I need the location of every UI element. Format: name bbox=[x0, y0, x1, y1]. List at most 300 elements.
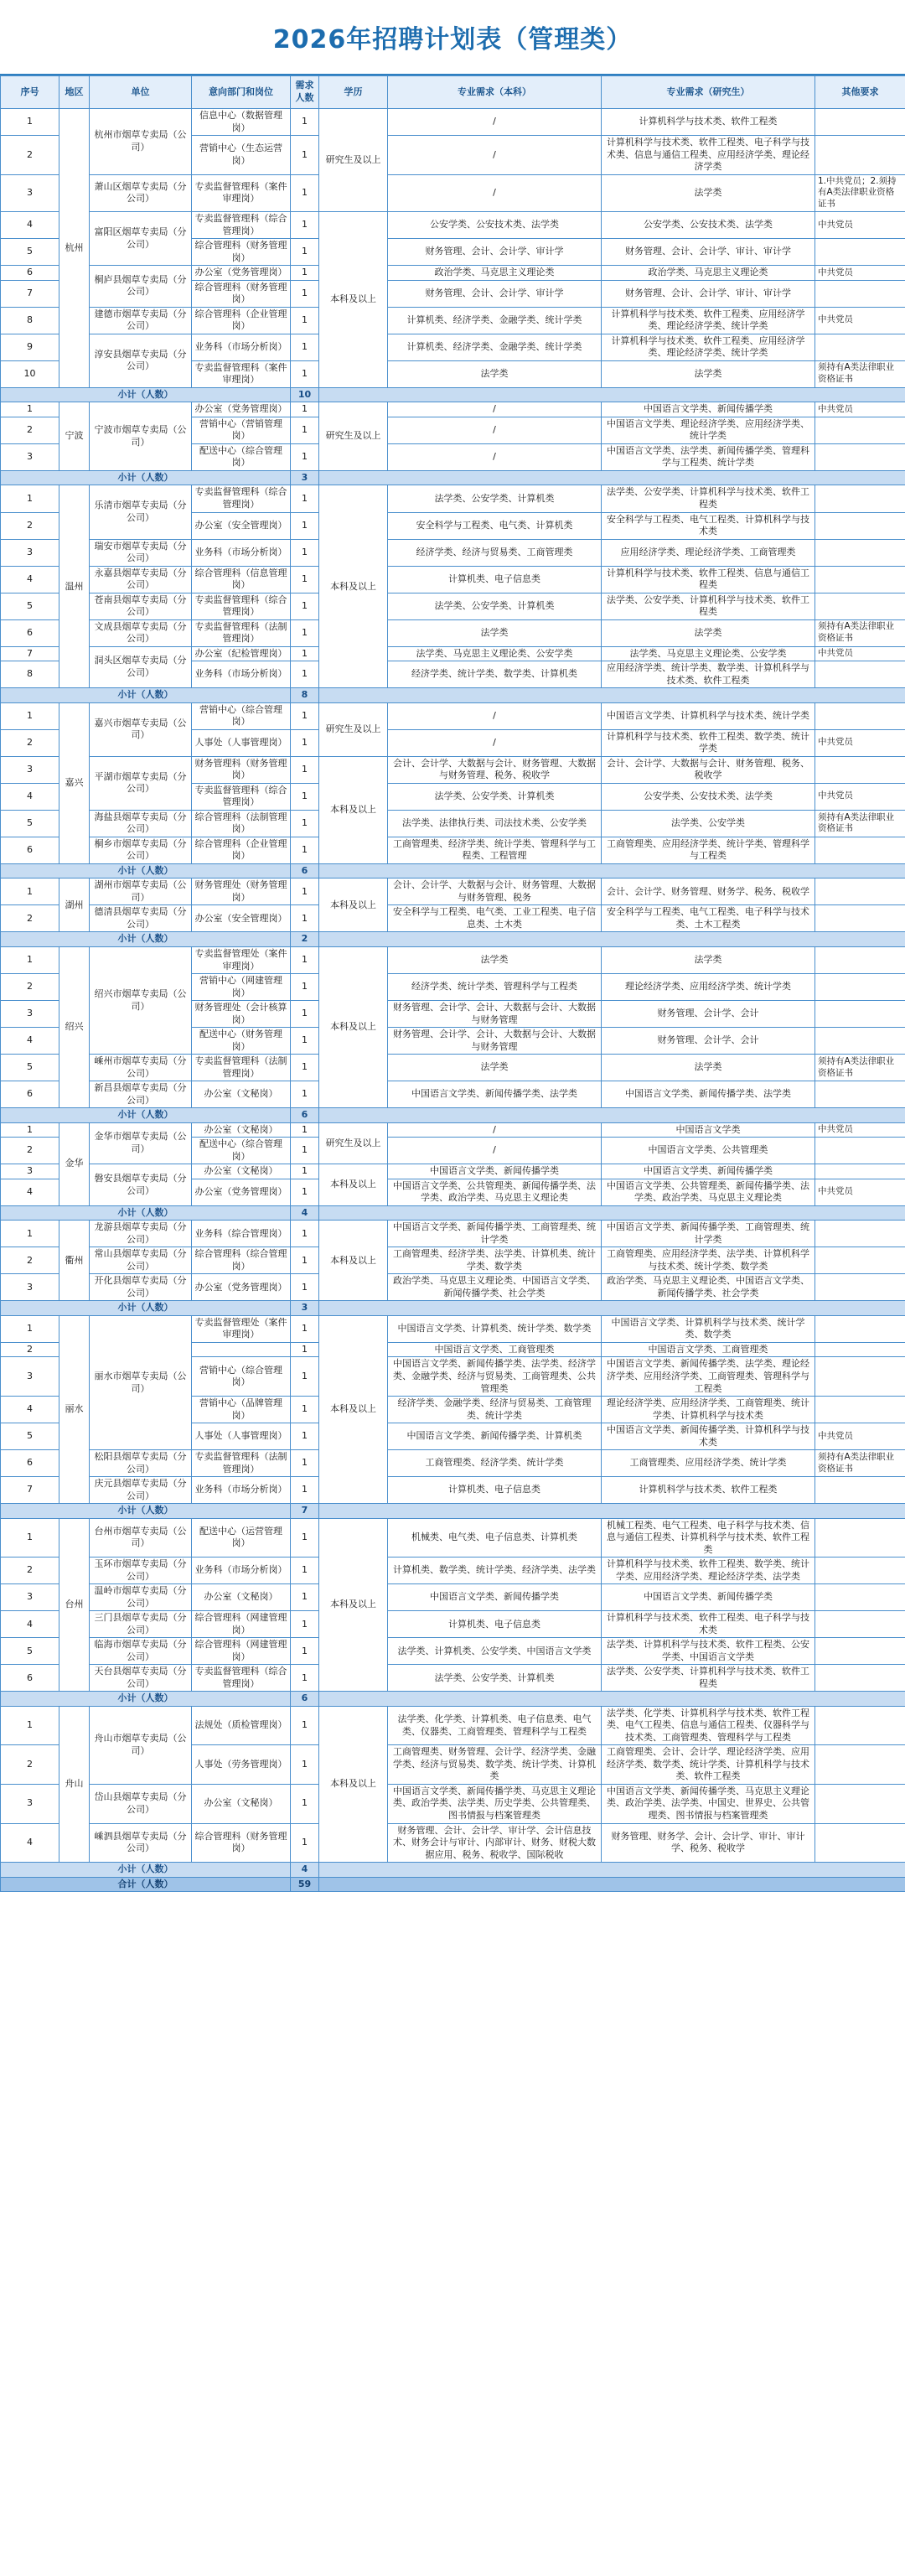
subtotal-value: 6 bbox=[291, 863, 319, 879]
dept-cell: 财务管理处（会计核算岗） bbox=[192, 1001, 291, 1028]
dept-cell: 专卖监督管理科（综合管理岗） bbox=[192, 593, 291, 619]
unit-cell: 玉环市烟草专卖局（分公司） bbox=[90, 1558, 192, 1584]
subtotal-value: 4 bbox=[291, 1205, 319, 1221]
region-cell: 衢州 bbox=[59, 1221, 90, 1301]
row-number: 6 bbox=[1, 619, 59, 646]
count-cell: 1 bbox=[291, 974, 319, 1001]
subtotal-blank bbox=[319, 1692, 905, 1707]
dept-cell: 业务科（综合管理岗） bbox=[192, 1221, 291, 1247]
major-undergrad-cell: / bbox=[388, 109, 602, 136]
count-cell: 1 bbox=[291, 1357, 319, 1397]
dept-cell: 人事处（人事管理岗） bbox=[192, 729, 291, 756]
subtotal-blank bbox=[319, 1504, 905, 1519]
unit-cell: 磐安县烟草专卖局（分公司） bbox=[90, 1164, 192, 1206]
dept-cell bbox=[192, 1342, 291, 1357]
row-number: 2 bbox=[1, 974, 59, 1001]
count-cell: 1 bbox=[291, 512, 319, 539]
subtotal-label: 小计（人数） bbox=[1, 863, 291, 879]
major-undergrad-cell: / bbox=[388, 402, 602, 417]
other-requirement-cell bbox=[815, 1823, 905, 1863]
dept-cell: 综合管理科（财务管理岗） bbox=[192, 239, 291, 266]
major-undergrad-cell: 经济学类、金融学类、经济与贸易类、工商管理类、统计学类 bbox=[388, 1397, 602, 1423]
major-undergrad-cell: 法学类 bbox=[388, 1055, 602, 1081]
major-undergrad-cell: 计算机类、数学类、统计学类、经济学类、法学类 bbox=[388, 1558, 602, 1584]
subtotal-row bbox=[1, 1108, 905, 1123]
major-undergrad-cell: 法学类、计算机类、公安学类、中国语言文学类 bbox=[388, 1638, 602, 1665]
major-undergrad-cell: 政治学类、马克思主义理论类、中国语言文学类、新闻传播学类、社会学类 bbox=[388, 1274, 602, 1301]
education-cell: 本科及以上 bbox=[319, 485, 388, 688]
major-grad-cell: 计算机科学与技术类、软件工程类、电子科学与技术类、信息与通信工程类、应用经济学类、理论经济学类 bbox=[602, 136, 815, 175]
count-cell: 1 bbox=[291, 1164, 319, 1179]
subtotal-row bbox=[1, 863, 905, 879]
unit-cell: 金华市烟草专卖局（公司） bbox=[90, 1122, 192, 1164]
dept-cell: 专卖监督管理科（综合管理岗） bbox=[192, 783, 291, 810]
dept-cell: 办公室（党务管理岗） bbox=[192, 266, 291, 281]
major-undergrad-cell: 法学类、公安学类、计算机类 bbox=[388, 1665, 602, 1692]
dept-cell: 配送中心（综合管理岗） bbox=[192, 443, 291, 470]
count-cell: 1 bbox=[291, 1450, 319, 1477]
count-cell: 1 bbox=[291, 1584, 319, 1611]
dept-cell: 办公室（党务管理岗） bbox=[192, 1179, 291, 1205]
major-undergrad-cell: 中国语言文学类、计算机类、统计学类、数学类 bbox=[388, 1315, 602, 1342]
other-requirement-cell: 中共党员 bbox=[815, 1179, 905, 1205]
unit-cell: 温岭市烟草专卖局（分公司） bbox=[90, 1584, 192, 1611]
dept-cell: 配送中心（运营管理岗） bbox=[192, 1518, 291, 1558]
row-number: 1 bbox=[1, 1122, 59, 1138]
major-undergrad-cell: / bbox=[388, 443, 602, 470]
major-grad-cell: 中国语言文学类、公共管理类 bbox=[602, 1138, 815, 1164]
other-requirement-cell bbox=[815, 136, 905, 175]
major-undergrad-cell: 经济学类、经济与贸易类、工商管理类 bbox=[388, 539, 602, 566]
subtotal-label: 小计（人数） bbox=[1, 1301, 291, 1316]
subtotal-value: 4 bbox=[291, 1863, 319, 1878]
col-header-major-grad: 专业需求（研究生） bbox=[602, 76, 815, 109]
subtotal-value: 3 bbox=[291, 1301, 319, 1316]
major-undergrad-cell: 会计、会计学、大数据与会计、财务管理、大数据与财务管理、税务 bbox=[388, 879, 602, 905]
count-cell: 1 bbox=[291, 905, 319, 932]
unit-cell: 瑞安市烟草专卖局（分公司） bbox=[90, 539, 192, 566]
row-number: 5 bbox=[1, 810, 59, 837]
table-row bbox=[1, 947, 905, 974]
education-cell: 本科及以上 bbox=[319, 212, 388, 388]
unit-cell: 湖州市烟草专卖局（公司） bbox=[90, 879, 192, 905]
unit-cell: 德清县烟草专卖局（分公司） bbox=[90, 905, 192, 932]
other-requirement-cell bbox=[815, 1706, 905, 1745]
col-header-major-undergrad: 专业需求（本科） bbox=[388, 76, 602, 109]
subtotal-label: 小计（人数） bbox=[1, 1863, 291, 1878]
dept-cell: 综合管理科（企业管理岗） bbox=[192, 837, 291, 863]
col-header-region: 地区 bbox=[59, 76, 90, 109]
unit-cell: 海盐县烟草专卖局（分公司） bbox=[90, 810, 192, 837]
subtotal-label: 小计（人数） bbox=[1, 1108, 291, 1123]
major-grad-cell: 公安学类、公安技术类、法学类 bbox=[602, 783, 815, 810]
dept-cell: 办公室（文秘岗） bbox=[192, 1164, 291, 1179]
major-grad-cell: 法学类、马克思主义理论类、公安学类 bbox=[602, 646, 815, 661]
table-row bbox=[1, 593, 905, 619]
other-requirement-cell bbox=[815, 974, 905, 1001]
count-cell: 1 bbox=[291, 1055, 319, 1081]
unit-cell: 杭州市烟草专卖局（公司） bbox=[90, 109, 192, 175]
row-number: 5 bbox=[1, 239, 59, 266]
table-row bbox=[1, 646, 905, 661]
row-number: 5 bbox=[1, 1423, 59, 1450]
row-number: 4 bbox=[1, 1611, 59, 1638]
row-number: 3 bbox=[1, 1784, 59, 1823]
major-undergrad-cell: 中国语言文学类、工商管理类 bbox=[388, 1342, 602, 1357]
education-cell: 本科及以上 bbox=[319, 1518, 388, 1692]
col-header-no: 序号 bbox=[1, 76, 59, 109]
total-row bbox=[1, 1877, 905, 1892]
subtotal-label: 小计（人数） bbox=[1, 1504, 291, 1519]
subtotal-label: 小计（人数） bbox=[1, 1692, 291, 1707]
education-cell: 研究生及以上 bbox=[319, 109, 388, 212]
dept-cell: 办公室（纪检管理岗） bbox=[192, 646, 291, 661]
education-cell: 研究生及以上 bbox=[319, 1122, 388, 1164]
dept-cell: 法规处（质检管理岗） bbox=[192, 1706, 291, 1745]
other-requirement-cell: 须持有A类法律职业资格证书 bbox=[815, 360, 905, 387]
other-requirement-cell: 中共党员 bbox=[815, 783, 905, 810]
unit-cell: 建德市烟草专卖局（分公司） bbox=[90, 307, 192, 334]
major-undergrad-cell: 安全科学与工程类、电气类、工业工程类、电子信息类、土木类 bbox=[388, 905, 602, 932]
unit-cell: 岱山县烟草专卖局（分公司） bbox=[90, 1784, 192, 1823]
dept-cell: 综合管理科（财务管理岗） bbox=[192, 1823, 291, 1863]
major-undergrad-cell: / bbox=[388, 702, 602, 729]
education-cell: 研究生及以上 bbox=[319, 702, 388, 756]
unit-cell: 富阳区烟草专卖局（分公司） bbox=[90, 212, 192, 266]
major-undergrad-cell: 工商管理类、经济学类、统计学类、管理科学与工程类、工程管理 bbox=[388, 837, 602, 863]
dept-cell: 专卖监督管理处（案件审理岗） bbox=[192, 947, 291, 974]
count-cell: 1 bbox=[291, 593, 319, 619]
other-requirement-cell: 须持有A类法律职业资格证书 bbox=[815, 810, 905, 837]
count-cell: 1 bbox=[291, 485, 319, 512]
other-requirement-cell bbox=[815, 109, 905, 136]
major-grad-cell: 中国语言文学类、计算机科学与技术类、统计学类 bbox=[602, 702, 815, 729]
dept-cell: 营销中心（营销管理岗） bbox=[192, 417, 291, 443]
major-grad-cell: 计算机科学与技术类、软件工程类 bbox=[602, 1477, 815, 1504]
other-requirement-cell: 中共党员 bbox=[815, 212, 905, 239]
other-requirement-cell bbox=[815, 879, 905, 905]
row-number: 3 bbox=[1, 1001, 59, 1028]
row-number: 1 bbox=[1, 109, 59, 136]
major-undergrad-cell: 法学类、化学类、计算机类、电子信息类、电气类、仪器类、工商管理类、管理科学与工程类 bbox=[388, 1706, 602, 1745]
row-number: 1 bbox=[1, 485, 59, 512]
row-number: 4 bbox=[1, 1823, 59, 1863]
other-requirement-cell bbox=[815, 1665, 905, 1692]
other-requirement-cell bbox=[815, 539, 905, 566]
unit-cell: 苍南县烟草专卖局（分公司） bbox=[90, 593, 192, 619]
row-number: 1 bbox=[1, 947, 59, 974]
other-requirement-cell: 中共党员 bbox=[815, 307, 905, 334]
major-undergrad-cell: 法学类、法律执行类、司法技术类、公安学类 bbox=[388, 810, 602, 837]
major-grad-cell: 工商管理类、应用经济学类、统计学类、管理科学与工程类 bbox=[602, 837, 815, 863]
major-grad-cell: 中国语言文学类 bbox=[602, 1122, 815, 1138]
count-cell: 1 bbox=[291, 1315, 319, 1342]
row-number: 2 bbox=[1, 1558, 59, 1584]
unit-cell: 宁波市烟草专卖局（公司） bbox=[90, 402, 192, 471]
subtotal-blank bbox=[319, 688, 905, 703]
major-grad-cell: 中国语言文学类、法学类、新闻传播学类、管理科学与工程类、统计学类 bbox=[602, 443, 815, 470]
row-number: 6 bbox=[1, 1450, 59, 1477]
dept-cell: 综合管理科（企业管理岗） bbox=[192, 307, 291, 334]
major-grad-cell: 中国语言文学类、理论经济学类、应用经济学类、统计学类 bbox=[602, 417, 815, 443]
major-grad-cell: 中国语言文学类、新闻传播学类 bbox=[602, 402, 815, 417]
dept-cell: 综合管理科（法制管理岗） bbox=[192, 810, 291, 837]
dept-cell: 营销中心（品牌管理岗） bbox=[192, 1397, 291, 1423]
subtotal-row bbox=[1, 387, 905, 402]
subtotal-blank bbox=[319, 1205, 905, 1221]
major-grad-cell: 机械工程类、电气工程类、电子科学与技术类、信息与通信工程类、计算机科学与技术类、软件工程类 bbox=[602, 1518, 815, 1558]
other-requirement-cell bbox=[815, 566, 905, 593]
dept-cell: 专卖监督管理科（综合管理岗） bbox=[192, 212, 291, 239]
major-undergrad-cell: 中国语言文学类、公共管理类、新闻传播学类、法学类、政治学类、马克思主义理论类 bbox=[388, 1179, 602, 1205]
dept-cell: 办公室（文秘岗） bbox=[192, 1122, 291, 1138]
subtotal-label: 小计（人数） bbox=[1, 470, 291, 485]
other-requirement-cell: 中共党员 bbox=[815, 402, 905, 417]
table-row bbox=[1, 566, 905, 593]
row-number: 4 bbox=[1, 566, 59, 593]
subtotal-row bbox=[1, 1692, 905, 1707]
major-grad-cell: 中国语言文学类、工商管理类 bbox=[602, 1342, 815, 1357]
count-cell: 1 bbox=[291, 646, 319, 661]
table-row bbox=[1, 1706, 905, 1745]
count-cell: 1 bbox=[291, 1611, 319, 1638]
unit-cell: 淳安县烟草专卖局（分公司） bbox=[90, 334, 192, 387]
row-number: 3 bbox=[1, 1164, 59, 1179]
major-grad-cell: 计算机科学与技术类、软件工程类、应用经济学类、理论经济学类、统计学类 bbox=[602, 334, 815, 360]
col-header-dept: 意向部门和岗位 bbox=[192, 76, 291, 109]
row-number: 2 bbox=[1, 1342, 59, 1357]
other-requirement-cell bbox=[815, 593, 905, 619]
major-undergrad-cell: 财务管理、会计、会计学、审计学 bbox=[388, 280, 602, 307]
row-number: 3 bbox=[1, 1357, 59, 1397]
row-number: 1 bbox=[1, 702, 59, 729]
region-cell: 台州 bbox=[59, 1518, 90, 1692]
major-grad-cell: 应用经济学类、理论经济学类、工商管理类 bbox=[602, 539, 815, 566]
major-undergrad-cell: 经济学类、统计学类、数学类、计算机类 bbox=[388, 661, 602, 688]
major-grad-cell: 法学类、公安学类、计算机科学与技术类、软件工程类 bbox=[602, 1665, 815, 1692]
table-row bbox=[1, 539, 905, 566]
major-grad-cell: 财务管理、会计、会计学、审计、审计学 bbox=[602, 280, 815, 307]
major-undergrad-cell: 经济学类、统计学类、管理科学与工程类 bbox=[388, 974, 602, 1001]
dept-cell: 综合管理科（网建管理岗） bbox=[192, 1611, 291, 1638]
subtotal-value: 10 bbox=[291, 387, 319, 402]
table-row bbox=[1, 1274, 905, 1301]
dept-cell: 专卖监督管理科（综合管理岗） bbox=[192, 485, 291, 512]
other-requirement-cell bbox=[815, 239, 905, 266]
table-row bbox=[1, 1584, 905, 1611]
major-grad-cell: 中国语言文学类、新闻传播学类、计算机科学与技术类 bbox=[602, 1423, 815, 1450]
major-undergrad-cell: 工商管理类、经济学类、法学类、计算机类、统计学类、数学类 bbox=[388, 1247, 602, 1274]
other-requirement-cell bbox=[815, 485, 905, 512]
major-grad-cell: 中国语言文学类、新闻传播学类、法学类 bbox=[602, 1081, 815, 1108]
major-undergrad-cell: 会计、会计学、大数据与会计、财务管理、大数据与财务管理、税务、税收学 bbox=[388, 756, 602, 783]
major-grad-cell: 中国语言文学类、新闻传播学类、工商管理类、统计学类 bbox=[602, 1221, 815, 1247]
row-number: 4 bbox=[1, 1397, 59, 1423]
other-requirement-cell bbox=[815, 1342, 905, 1357]
row-number: 5 bbox=[1, 593, 59, 619]
subtotal-row bbox=[1, 470, 905, 485]
other-requirement-cell bbox=[815, 1164, 905, 1179]
dept-cell: 营销中心（网建管理岗） bbox=[192, 974, 291, 1001]
table-row bbox=[1, 174, 905, 212]
subtotal-blank bbox=[319, 1863, 905, 1878]
other-requirement-cell bbox=[815, 1611, 905, 1638]
major-grad-cell: 财务管理、会计学、会计 bbox=[602, 1028, 815, 1055]
row-number: 2 bbox=[1, 729, 59, 756]
unit-cell: 嘉兴市烟草专卖局（公司） bbox=[90, 702, 192, 756]
other-requirement-cell bbox=[815, 905, 905, 932]
other-requirement-cell: 中共党员 bbox=[815, 646, 905, 661]
recruitment-table bbox=[0, 75, 905, 1892]
major-grad-cell: 法学类、公安学类、计算机科学与技术类、软件工程类 bbox=[602, 485, 815, 512]
major-grad-cell: 中国语言文学类、新闻传播学类 bbox=[602, 1164, 815, 1179]
count-cell: 1 bbox=[291, 402, 319, 417]
count-cell: 1 bbox=[291, 1081, 319, 1108]
major-undergrad-cell: 法学类、公安学类、计算机类 bbox=[388, 593, 602, 619]
dept-cell: 营销中心（生态运营岗） bbox=[192, 136, 291, 175]
other-requirement-cell bbox=[815, 1357, 905, 1397]
row-number: 2 bbox=[1, 1247, 59, 1274]
major-grad-cell: 法学类 bbox=[602, 947, 815, 974]
table-row bbox=[1, 1665, 905, 1692]
unit-cell: 绍兴市烟草专卖局（公司） bbox=[90, 947, 192, 1055]
major-grad-cell: 工商管理类、应用经济学类、统计学类 bbox=[602, 1450, 815, 1477]
subtotal-blank bbox=[319, 1301, 905, 1316]
table-row bbox=[1, 402, 905, 417]
row-number: 7 bbox=[1, 1477, 59, 1504]
table-row bbox=[1, 1477, 905, 1504]
major-undergrad-cell: 财务管理、会计、会计学、审计学 bbox=[388, 239, 602, 266]
table-row bbox=[1, 1122, 905, 1138]
major-undergrad-cell: 财务管理、会计、会计学、审计学、会计信息技术、财务会计与审计、内部审计、财务、财税大数据应用、税务、税收学、国际税收 bbox=[388, 1823, 602, 1863]
table-row bbox=[1, 1558, 905, 1584]
other-requirement-cell bbox=[815, 417, 905, 443]
count-cell: 1 bbox=[291, 1558, 319, 1584]
major-grad-cell: 中国语言文学类、新闻传播学类、马克思主义理论类、政治学类、法学类、中国史、世界史、公共管理类、图书情报与档案管理类 bbox=[602, 1784, 815, 1823]
major-undergrad-cell: 中国语言文学类、新闻传播学类、法学类 bbox=[388, 1081, 602, 1108]
row-number: 9 bbox=[1, 334, 59, 360]
row-number: 8 bbox=[1, 307, 59, 334]
dept-cell: 办公室（文秘岗） bbox=[192, 1784, 291, 1823]
other-requirement-cell: 中共党员 bbox=[815, 1122, 905, 1138]
major-undergrad-cell: / bbox=[388, 729, 602, 756]
other-requirement-cell bbox=[815, 1274, 905, 1301]
major-grad-cell: 政治学类、马克思主义理论类、中国语言文学类、新闻传播学类、社会学类 bbox=[602, 1274, 815, 1301]
major-undergrad-cell: 中国语言文学类、新闻传播学类 bbox=[388, 1584, 602, 1611]
major-undergrad-cell: 法学类、马克思主义理论类、公安学类 bbox=[388, 646, 602, 661]
unit-cell: 开化县烟草专卖局（分公司） bbox=[90, 1274, 192, 1301]
unit-cell: 乐清市烟草专卖局（分公司） bbox=[90, 485, 192, 539]
count-cell: 1 bbox=[291, 1423, 319, 1450]
other-requirement-cell: 须持有A类法律职业资格证书 bbox=[815, 619, 905, 646]
row-number: 3 bbox=[1, 443, 59, 470]
unit-cell: 舟山市烟草专卖局（公司） bbox=[90, 1706, 192, 1784]
dept-cell: 综合管理科（信息管理岗） bbox=[192, 566, 291, 593]
count-cell: 1 bbox=[291, 1638, 319, 1665]
other-requirement-cell bbox=[815, 280, 905, 307]
count-cell: 1 bbox=[291, 212, 319, 239]
major-undergrad-cell: 中国语言文学类、新闻传播学类、工商管理类、统计学类 bbox=[388, 1221, 602, 1247]
major-undergrad-cell: 财务管理、会计学、会计、大数据与会计、大数据与财务管理 bbox=[388, 1028, 602, 1055]
major-undergrad-cell: / bbox=[388, 1138, 602, 1164]
major-grad-cell: 工商管理类、会计、会计学、理论经济学类、应用经济学类、数学类、统计学类、计算机科学与技术类、软件工程类 bbox=[602, 1745, 815, 1785]
major-undergrad-cell: 中国语言文学类、新闻传播学类 bbox=[388, 1164, 602, 1179]
dept-cell: 业务科（市场分析岗） bbox=[192, 1558, 291, 1584]
other-requirement-cell bbox=[815, 947, 905, 974]
row-number: 1 bbox=[1, 402, 59, 417]
unit-cell: 庆元县烟草专卖局（分公司） bbox=[90, 1477, 192, 1504]
table-row bbox=[1, 109, 905, 136]
table-body bbox=[1, 109, 905, 1878]
table-row bbox=[1, 212, 905, 239]
major-undergrad-cell: / bbox=[388, 174, 602, 212]
major-undergrad-cell: 财务管理、会计学、会计、大数据与会计、大数据与财务管理 bbox=[388, 1001, 602, 1028]
unit-cell: 文成县烟草专卖局（分公司） bbox=[90, 619, 192, 646]
dept-cell: 人事处（人事管理岗） bbox=[192, 1423, 291, 1450]
count-cell: 1 bbox=[291, 783, 319, 810]
count-cell: 1 bbox=[291, 1028, 319, 1055]
dept-cell: 办公室（文秘岗） bbox=[192, 1584, 291, 1611]
col-header-unit: 单位 bbox=[90, 76, 192, 109]
subtotal-row bbox=[1, 1301, 905, 1316]
row-number: 7 bbox=[1, 280, 59, 307]
other-requirement-cell: 1.中共党员；2.须持有A类法律职业资格证书 bbox=[815, 174, 905, 212]
subtotal-value: 8 bbox=[291, 688, 319, 703]
table-row bbox=[1, 1784, 905, 1823]
education-cell: 研究生及以上 bbox=[319, 402, 388, 471]
count-cell: 1 bbox=[291, 1518, 319, 1558]
major-grad-cell: 法学类、计算机科学与技术类、软件工程类、公安学类、中国语言文学类 bbox=[602, 1638, 815, 1665]
row-number: 3 bbox=[1, 539, 59, 566]
subtotal-value: 7 bbox=[291, 1504, 319, 1519]
table-row bbox=[1, 485, 905, 512]
row-number: 2 bbox=[1, 512, 59, 539]
row-number: 1 bbox=[1, 1706, 59, 1745]
col-header-education: 学历 bbox=[319, 76, 388, 109]
major-grad-cell: 计算机科学与技术类、软件工程类、信息与通信工程类 bbox=[602, 566, 815, 593]
region-cell: 杭州 bbox=[59, 109, 90, 388]
major-grad-cell: 公安学类、公安技术类、法学类 bbox=[602, 212, 815, 239]
education-cell: 本科及以上 bbox=[319, 1706, 388, 1862]
unit-cell: 龙游县烟草专卖局（分公司） bbox=[90, 1221, 192, 1247]
other-requirement-cell: 中共党员 bbox=[815, 266, 905, 281]
row-number: 2 bbox=[1, 905, 59, 932]
count-cell: 1 bbox=[291, 810, 319, 837]
dept-cell: 业务科（市场分析岗） bbox=[192, 1477, 291, 1504]
major-grad-cell: 政治学类、马克思主义理论类 bbox=[602, 266, 815, 281]
subtotal-label: 小计（人数） bbox=[1, 932, 291, 947]
count-cell: 1 bbox=[291, 1138, 319, 1164]
count-cell: 1 bbox=[291, 879, 319, 905]
row-number: 2 bbox=[1, 1745, 59, 1785]
other-requirement-cell bbox=[815, 702, 905, 729]
major-undergrad-cell: 计算机类、经济学类、金融学类、统计学类 bbox=[388, 334, 602, 360]
subtotal-row bbox=[1, 688, 905, 703]
region-cell: 金华 bbox=[59, 1122, 90, 1205]
dept-cell: 综合管理科（网建管理岗） bbox=[192, 1638, 291, 1665]
major-undergrad-cell: 政治学类、马克思主义理论类 bbox=[388, 266, 602, 281]
row-number: 2 bbox=[1, 1138, 59, 1164]
row-number: 3 bbox=[1, 174, 59, 212]
other-requirement-cell: 须持有A类法律职业资格证书 bbox=[815, 1450, 905, 1477]
table-row bbox=[1, 1518, 905, 1558]
subtotal-blank bbox=[319, 470, 905, 485]
education-cell: 本科及以上 bbox=[319, 1221, 388, 1301]
subtotal-blank bbox=[319, 932, 905, 947]
major-undergrad-cell: / bbox=[388, 136, 602, 175]
dept-cell: 人事处（劳务管理岗） bbox=[192, 1745, 291, 1785]
count-cell: 1 bbox=[291, 360, 319, 387]
